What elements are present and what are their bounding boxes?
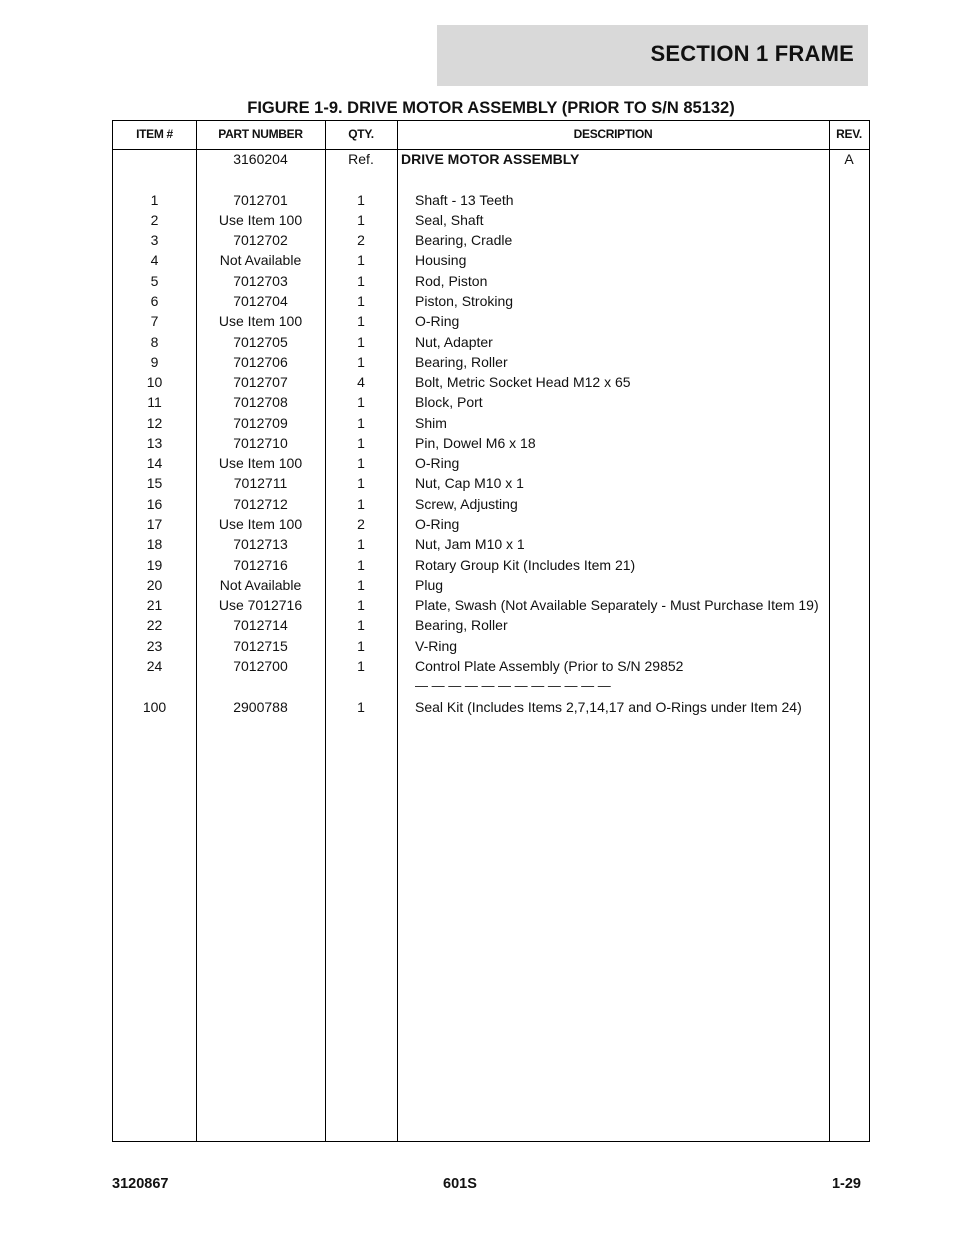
quantity-cell: 1 <box>357 313 365 330</box>
description-cell: Pin, Dowel M6 x 18 <box>415 434 536 451</box>
revision-cell <box>829 291 869 311</box>
footer-doc-number: 3120867 <box>112 1176 169 1192</box>
item-number-cell: 23 <box>146 637 163 654</box>
item-number-cell: 8 <box>150 333 159 350</box>
parts-table <box>112 120 870 1142</box>
quantity-cell: 1 <box>357 556 365 573</box>
item-number-cell: 7 <box>150 313 159 330</box>
item-number-cell: 5 <box>150 272 159 289</box>
quantity-cell: 4 <box>357 374 365 391</box>
footer-model: 601S <box>443 1176 477 1192</box>
description-cell: Rod, Piston <box>415 272 488 289</box>
quantity-cell: 1 <box>357 495 365 512</box>
table-row <box>113 210 869 230</box>
item-number-cell: 9 <box>150 353 159 370</box>
part-number-cell: 2900788 <box>233 698 288 715</box>
revision-cell <box>829 656 869 676</box>
part-number-cell: 7012700 <box>233 658 288 674</box>
part-number-cell: 7012715 <box>233 637 288 654</box>
revision-cell <box>829 210 869 230</box>
item-number-cell: 13 <box>146 434 163 451</box>
item-number-cell: 18 <box>146 536 163 553</box>
part-number-cell: 7012702 <box>233 232 288 249</box>
table-row <box>113 636 869 656</box>
item-number-cell: 1 <box>150 191 159 208</box>
item-number-cell: 100 <box>142 698 167 715</box>
part-number-cell: 7012704 <box>233 292 288 309</box>
description-cell: O-Ring <box>415 313 460 330</box>
part-number-cell: Not Available <box>219 576 302 593</box>
part-number-cell: Use Item 100 <box>218 455 303 472</box>
table-row <box>113 433 869 453</box>
table-row <box>113 250 869 270</box>
revision-cell <box>829 433 869 453</box>
quantity-cell: 1 <box>357 414 365 431</box>
table-row <box>113 169 869 189</box>
table-row <box>113 595 869 615</box>
table-row <box>113 230 869 250</box>
quantity-cell: 1 <box>357 475 365 492</box>
header-rev: REV. <box>836 127 862 141</box>
revision-cell <box>829 595 869 615</box>
quantity-cell <box>325 676 397 696</box>
figure-title: FIGURE 1-9. DRIVE MOTOR ASSEMBLY (PRIOR TO S/N 85132) <box>247 99 735 117</box>
quantity-cell: 1 <box>357 211 365 228</box>
section-title: SECTION 1 FRAME <box>650 41 854 66</box>
revision-cell <box>829 534 869 554</box>
table-row <box>113 676 869 696</box>
quantity-cell: 1 <box>357 252 365 269</box>
revision-cell <box>829 352 869 372</box>
item-number-cell: 10 <box>146 374 163 391</box>
part-number-cell: 7012701 <box>233 191 288 208</box>
description-cell: Plate, Swash (Not Available Separately - Must Purchase Item 19) <box>415 597 819 614</box>
revision-cell <box>829 311 869 331</box>
quantity-cell: 2 <box>357 232 365 249</box>
item-number-cell: 15 <box>146 475 163 492</box>
description-cell: O-Ring <box>415 516 460 533</box>
quantity-cell: 1 <box>357 597 365 614</box>
item-number-cell: 20 <box>146 576 163 593</box>
quantity-cell: 1 <box>357 536 365 553</box>
description-cell: Seal, Shaft <box>415 211 484 228</box>
description-cell: Nut, Adapter <box>415 333 493 350</box>
table-row <box>113 149 869 169</box>
revision-cell <box>829 271 869 291</box>
part-number-cell: 7012707 <box>233 374 288 391</box>
part-number-cell: 7012711 <box>233 475 288 492</box>
quantity-cell: 2 <box>357 516 365 533</box>
quantity-cell: 1 <box>357 394 365 411</box>
description-cell: Control Plate Assembly (Prior to S/N 29852 <box>415 658 684 674</box>
part-number-cell: 7012712 <box>233 495 288 512</box>
section-header-box <box>437 25 868 86</box>
part-number-cell: Use 7012716 <box>218 597 303 614</box>
quantity-cell: 1 <box>357 191 365 208</box>
quantity-cell: 1 <box>357 292 365 309</box>
item-number-cell: 22 <box>146 617 163 634</box>
revision-cell <box>829 230 869 250</box>
part-number-cell: Not Available <box>219 252 302 269</box>
header-part-number: PART NUMBER <box>218 127 303 141</box>
table-row <box>113 392 869 412</box>
revision-cell <box>829 453 869 473</box>
description-cell: Nut, Jam M10 x 1 <box>415 536 525 553</box>
item-number-cell: 3 <box>150 232 159 249</box>
header-description: DESCRIPTION <box>573 127 653 141</box>
quantity-cell: 1 <box>357 353 365 370</box>
table-row <box>113 534 869 554</box>
quantity-cell: 1 <box>357 658 365 674</box>
table-row <box>113 352 869 372</box>
revision-cell <box>829 636 869 656</box>
table-row <box>113 575 869 595</box>
description-cell: Plug <box>415 576 444 593</box>
item-number-cell: 4 <box>150 252 159 269</box>
table-row <box>113 332 869 352</box>
item-number-cell <box>113 169 196 189</box>
item-number-cell <box>113 149 196 169</box>
table-row <box>113 656 869 676</box>
revision-cell <box>829 514 869 534</box>
part-number-cell: 7012708 <box>233 394 288 411</box>
item-number-cell: 11 <box>147 394 162 411</box>
description-cell: Bearing, Roller <box>415 617 508 634</box>
header-item: ITEM # <box>136 127 173 141</box>
part-number-cell: 3160204 <box>233 151 288 167</box>
revision-cell <box>829 190 869 210</box>
table-row <box>113 311 869 331</box>
description-cell: Housing <box>415 252 467 269</box>
revision-cell <box>829 555 869 575</box>
revision-cell <box>829 332 869 352</box>
revision-cell <box>829 169 869 189</box>
quantity-cell: 1 <box>357 455 365 472</box>
quantity-cell: 1 <box>357 698 365 715</box>
item-number-cell: 2 <box>150 211 159 228</box>
part-number-cell: 7012710 <box>233 434 288 451</box>
quantity-cell: 1 <box>357 434 365 451</box>
item-number-cell: 12 <box>146 414 163 431</box>
revision-cell <box>829 392 869 412</box>
part-number-cell: Use Item 100 <box>218 516 303 533</box>
item-number-cell: 16 <box>146 495 163 512</box>
quantity-cell: 1 <box>357 272 365 289</box>
revision-cell <box>829 473 869 493</box>
revision-cell <box>829 372 869 392</box>
item-number-cell: 24 <box>146 658 163 674</box>
table-row <box>113 413 869 433</box>
revision-cell <box>829 413 869 433</box>
description-cell: Screw, Adjusting <box>415 495 518 512</box>
quantity-cell <box>325 169 397 189</box>
part-number-cell: 7012703 <box>233 272 288 289</box>
table-row <box>113 271 869 291</box>
part-number-cell: 7012705 <box>233 333 288 350</box>
description-cell: Shim <box>415 414 447 431</box>
description-cell: Block, Port <box>415 394 483 411</box>
description-cell <box>397 169 847 189</box>
part-number-cell: 7012713 <box>233 536 288 553</box>
item-number-cell: 19 <box>146 556 163 573</box>
description-cell: Bearing, Cradle <box>415 232 513 249</box>
part-number-cell <box>196 169 325 189</box>
quantity-cell: 1 <box>357 617 365 634</box>
revision-cell: A <box>844 151 854 167</box>
revision-cell <box>829 494 869 514</box>
part-number-cell: Use Item 100 <box>218 313 303 330</box>
item-number-cell: 6 <box>150 292 159 309</box>
table-row <box>113 190 869 210</box>
part-number-cell: Use Item 100 <box>218 211 303 228</box>
description-cell: Piston, Stroking <box>415 292 514 309</box>
revision-cell <box>829 575 869 595</box>
part-number-cell: 7012716 <box>233 556 288 573</box>
part-number-cell: 7012714 <box>233 617 288 634</box>
table-row <box>113 372 869 392</box>
description-cell: O-Ring <box>415 455 460 472</box>
part-number-cell <box>196 676 325 696</box>
quantity-cell: 1 <box>357 333 365 350</box>
quantity-cell: 1 <box>357 576 365 593</box>
description-cell: Nut, Cap M10 x 1 <box>415 475 524 492</box>
item-number-cell: 21 <box>146 597 163 614</box>
part-number-cell: 7012709 <box>233 414 288 431</box>
description-cell: DRIVE MOTOR ASSEMBLY <box>401 151 580 167</box>
table-row <box>113 473 869 493</box>
header-qty: QTY. <box>348 127 374 141</box>
table-row <box>113 514 869 534</box>
table-row <box>113 291 869 311</box>
item-number-cell <box>113 676 196 696</box>
table-row <box>113 697 869 717</box>
description-cell: Bolt, Metric Socket Head M12 x 65 <box>415 374 631 391</box>
item-number-cell: 14 <box>146 455 163 472</box>
quantity-cell: 1 <box>357 637 365 654</box>
table-row <box>113 555 869 575</box>
item-number-cell: 17 <box>146 516 163 533</box>
description-cell: V-Ring <box>415 637 458 654</box>
description-cell: — — — — — — — — — — — — <box>415 678 611 694</box>
footer-page-number: 1-29 <box>831 1176 861 1192</box>
table-row <box>113 494 869 514</box>
description-cell: Shaft - 13 Teeth <box>415 191 514 208</box>
quantity-cell: Ref. <box>348 151 374 167</box>
revision-cell <box>829 676 869 696</box>
revision-cell <box>829 615 869 635</box>
part-number-cell: 7012706 <box>233 353 288 370</box>
table-row <box>113 453 869 473</box>
description-cell: Rotary Group Kit (Includes Item 21) <box>415 556 636 573</box>
table-row <box>113 615 869 635</box>
revision-cell <box>829 697 869 717</box>
revision-cell <box>829 250 869 270</box>
description-cell: Bearing, Roller <box>415 353 508 370</box>
description-cell: Seal Kit (Includes Items 2,7,14,17 and O-Rings under Item 24) <box>415 698 802 715</box>
